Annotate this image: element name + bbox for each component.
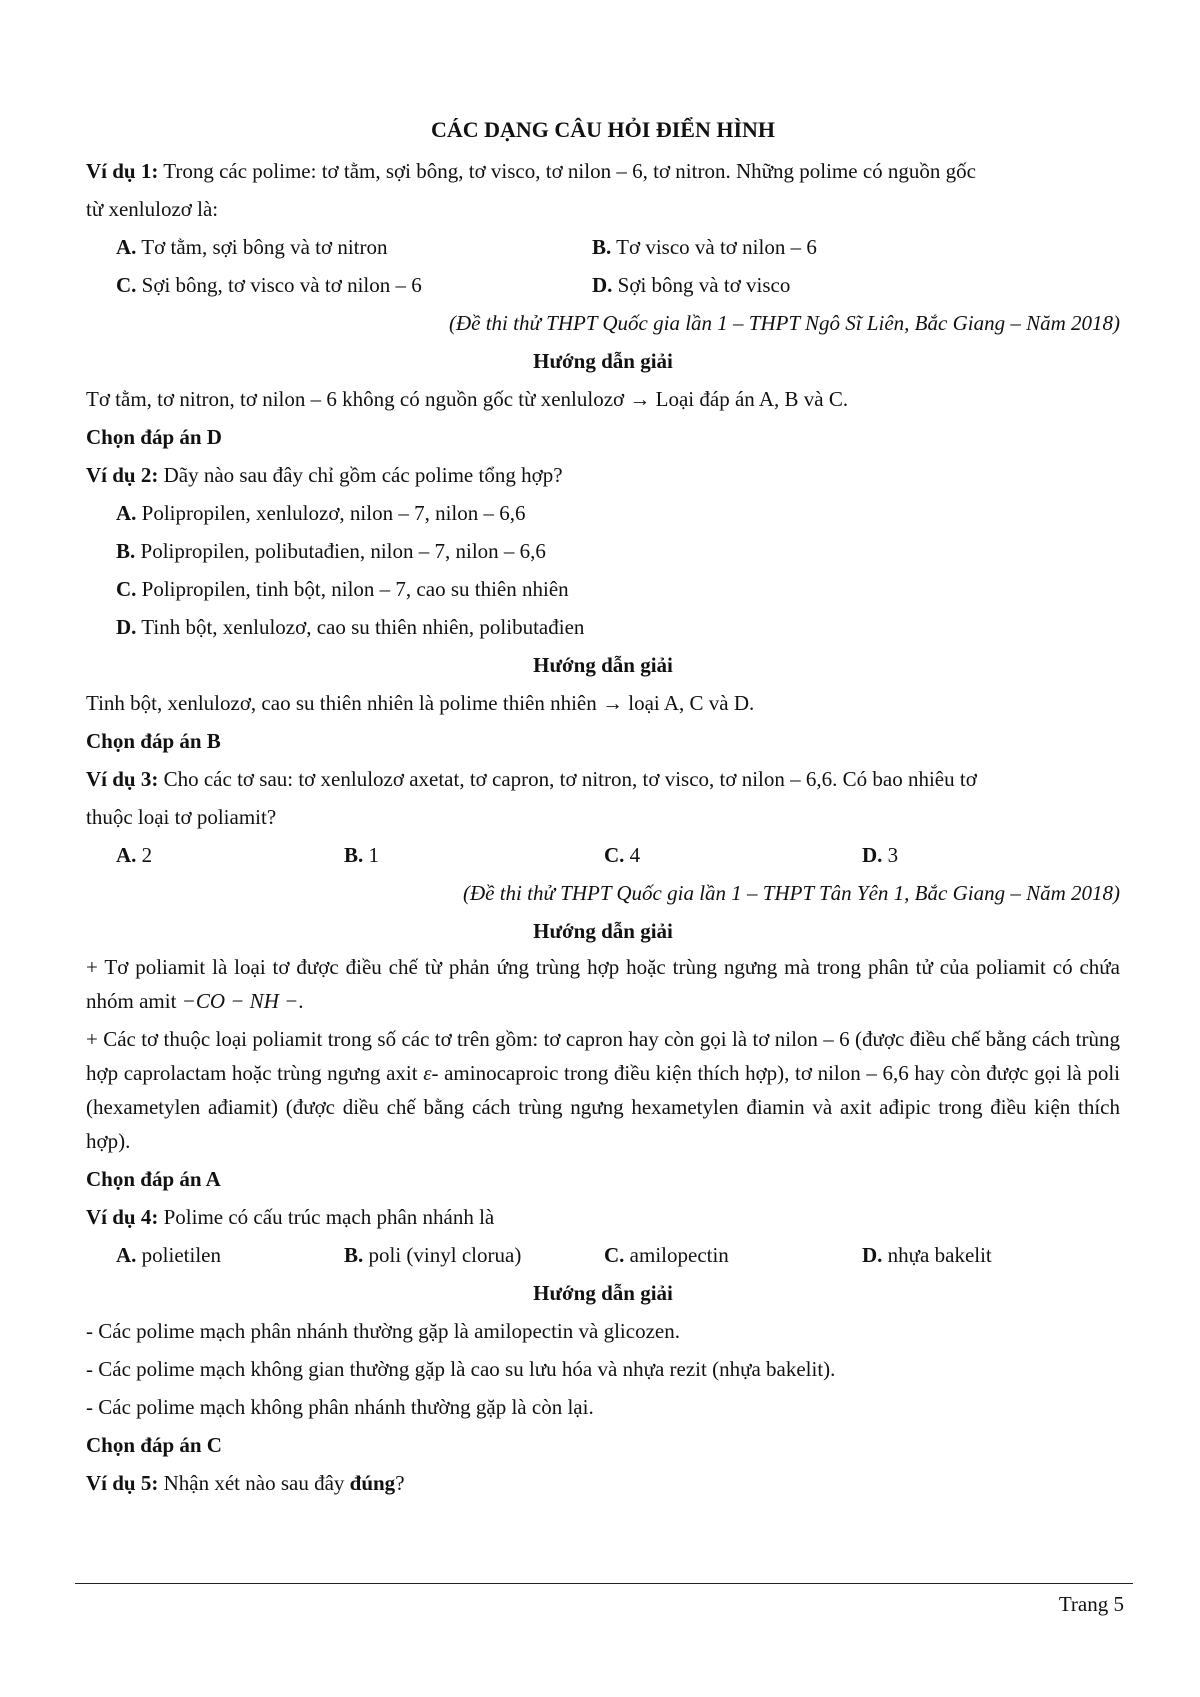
ex2-label: Ví dụ 2: — [86, 463, 159, 487]
ex3-option-b: B. 1 — [344, 843, 380, 867]
ex1-question-line1 — [86, 152, 1120, 190]
ex3-guide-heading: Hướng dẫn giải — [533, 919, 673, 943]
page-number: Trang 5 — [1058, 1592, 1124, 1616]
ex1-option-c: C. Sợi bông, tơ visco và tơ nilon – 6 — [116, 273, 422, 297]
amide-group-formula: −CO − NH − — [181, 989, 299, 1013]
ex4-solution-1: - Các polime mạch phân nhánh thường gặp là amilopectin và glicozen. — [86, 1319, 680, 1343]
ex4-label: Ví dụ 4: — [86, 1205, 159, 1229]
footer-divider — [75, 1583, 1133, 1584]
ex4-answer: Chọn đáp án C — [86, 1433, 222, 1457]
ex1-label: Ví dụ 1: — [86, 159, 159, 183]
ex3-label: Ví dụ 3: — [86, 767, 159, 791]
ex4-options-row — [86, 1236, 1120, 1274]
ex2-option-d: D. Tinh bột, xenlulozơ, cao su thiên nhiên, polibutađien — [116, 615, 585, 639]
ex2-question: Ví dụ 2: Dãy nào sau đây chỉ gồm các polime tổng hợp? — [86, 463, 563, 487]
ex2-guide-heading: Hướng dẫn giải — [533, 653, 673, 677]
ex4-solution-2: - Các polime mạch không gian thường gặp là cao su lưu hóa và nhựa rezit (nhựa bakelit). — [86, 1357, 836, 1381]
ex3-source: (Đề thi thử THPT Quốc gia lần 1 – THPT Tân Yên 1, Bắc Giang – Năm 2018) — [462, 881, 1120, 905]
ex4-option-b: B. poli (vinyl clorua) — [344, 1243, 522, 1267]
ex2-option-c: C. Polipropilen, tinh bột, nilon – 7, cao su thiên nhiên — [116, 577, 569, 601]
ex3-answer: Chọn đáp án A — [86, 1167, 221, 1191]
ex1-guide-heading: Hướng dẫn giải — [533, 349, 673, 373]
ex3-solution-1: + Tơ poliamit là loại tơ được điều chế từ phản ứng trùng hợp hoặc trùng ngưng mà trong phân tử của poliamit có chứa nhóm amit −CO − NH −. — [86, 955, 1120, 1013]
ex4-solution-3: - Các polime mạch không phân nhánh thường gặp là còn lại. — [86, 1395, 594, 1419]
ex3-question-line1: Ví dụ 3: Cho các tơ sau: tơ xenlulozơ axetat, tơ capron, tơ nitron, tơ visco, tơ nilon – 6,6. Có bao nhiêu tơ — [86, 767, 977, 791]
ex1-answer: Chọn đáp án D — [86, 425, 222, 449]
ex1-source: (Đề thi thử THPT Quốc gia lần 1 – THPT Ngô Sĩ Liên, Bắc Giang – Năm 2018) — [448, 311, 1120, 335]
ex1-option-a: A. Tơ tằm, sợi bông và tơ nitron — [116, 235, 388, 259]
ex1-option-b: B. Tơ visco và tơ nilon – 6 — [592, 235, 817, 259]
document-page — [86, 108, 1120, 1502]
ex2-option-a: A. Polipropilen, xenlulozơ, nilon – 7, nilon – 6,6 — [116, 501, 526, 525]
ex5-question: Ví dụ 5: Nhận xét nào sau đây đúng? — [86, 1471, 405, 1495]
ex3-options-row — [86, 836, 1120, 874]
ex1-question-line2: từ xenlulozơ là: — [86, 197, 219, 221]
ex3-option-a: A. 2 — [116, 843, 153, 867]
ex1-solution: Tơ tằm, tơ nitron, tơ nilon – 6 không có nguồn gốc từ xenlulozơ → Loại đáp án A, B và C. — [86, 387, 849, 411]
ex5-label: Ví dụ 5: — [86, 1471, 159, 1495]
epsilon-symbol: ε — [423, 1061, 432, 1085]
ex1-question-text: Trong các polime: tơ tằm, sợi bông, tơ visco, tơ nilon – 6, tơ nitron. Những polime có nguồn gốc — [163, 159, 976, 183]
ex4-option-c: C. amilopectin — [604, 1243, 729, 1267]
ex4-guide-heading: Hướng dẫn giải — [533, 1281, 673, 1305]
ex3-option-c: C. 4 — [604, 843, 641, 867]
ex1-options-row2 — [86, 266, 1120, 304]
ex4-option-d: D. nhựa bakelit — [862, 1243, 992, 1267]
ex4-question: Ví dụ 4: Polime có cấu trúc mạch phân nhánh là — [86, 1205, 495, 1229]
ex2-option-b: B. Polipropilen, polibutađien, nilon – 7, nilon – 6,6 — [116, 539, 546, 563]
ex1-options-row1 — [86, 228, 1120, 266]
ex1-option-d: D. Sợi bông và tơ visco — [592, 273, 791, 297]
ex3-solution-2: + Các tơ thuộc loại poliamit trong số các tơ trên gồm: tơ capron hay còn gọi là tơ nilon – 6 (được điều chế bằng cách trùng hợp caprolactam hoặc trùng ngưng axit ε- aminocaproic trong điều kiện thích hợp), tơ nilon – 6,6 hay còn được gọi là poli (hexametylen ađiamit) (được diều chế bằng cách trùng ngưng hexametylen điamin và axit ađipic trong điều kiện thích hợp). — [86, 1027, 1120, 1153]
ex3-question-line2: thuộc loại tơ poliamit? — [86, 805, 277, 829]
ex3-option-d: D. 3 — [862, 843, 899, 867]
ex2-answer: Chọn đáp án B — [86, 729, 221, 753]
page-title: CÁC DẠNG CÂU HỎI ĐIỂN HÌNH — [430, 117, 776, 142]
ex2-solution: Tinh bột, xenlulozơ, cao su thiên nhiên là polime thiên nhiên → loại A, C và D. — [86, 691, 755, 715]
ex4-option-a: A. polietilen — [116, 1243, 221, 1267]
